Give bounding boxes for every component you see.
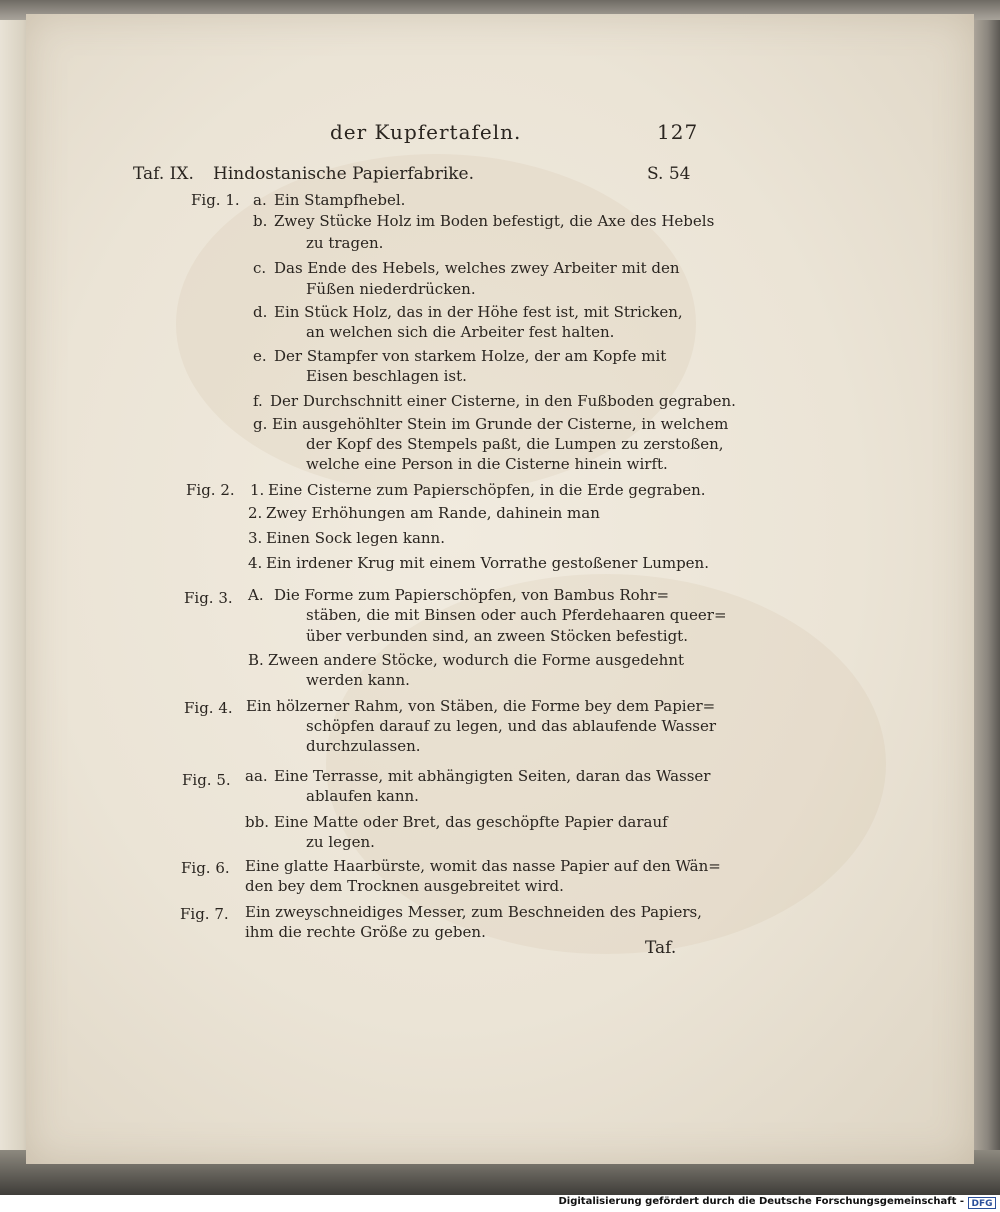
item-key: c. [253,259,267,277]
item-text: Zwey Stücke Holz im Boden befestigt, die Axe des Hebels [274,212,715,230]
item-key: a. [253,191,267,209]
item-key: 1. [250,481,265,499]
item-text: Eisen beschlagen ist. [306,367,467,385]
running-head: der Kupfertafeln. [330,120,522,144]
item-text: werden kann. [306,671,410,689]
item-key: 4. [248,554,263,572]
figure-label: Fig. 4. [184,699,233,717]
item-key: bb. [245,813,269,831]
item-key: B. [248,651,264,669]
item-key: f. [253,392,263,410]
item-text: den bey dem Trocknen ausgebreitet wird. [245,877,564,895]
item-key: 2. [248,504,263,522]
figure-label: Fig. 5. [182,771,231,789]
plate-label: Taf. IX. [133,164,194,184]
item-key: b. [253,212,268,230]
item-text: Ein irdener Krug mit einem Vorrathe gestoßener Lumpen. [266,554,709,572]
item-text: Ein ausgehöhlter Stein im Grunde der Cisterne, in welchem [272,415,729,433]
item-text: Ein Stück Holz, das in der Höhe fest ist, mit Stricken, [274,303,683,321]
item-text: der Kopf des Stempels paßt, die Lumpen zu zerstoßen, [306,435,724,453]
item-key: d. [253,303,268,321]
catchword: Taf. [645,938,677,958]
figure-label: Fig. 2. [186,481,235,499]
item-text: Zwey Erhöhungen am Rande, dahinein man [266,504,600,522]
digitization-footer [0,1195,1000,1212]
item-text: Die Forme zum Papierschöpfen, von Bambus Rohr= [274,586,670,604]
item-text: Ein hölzerner Rahm, von Stäben, die Forme bey dem Papier= [246,697,716,715]
item-text: Das Ende des Hebels, welches zwey Arbeiter mit den [274,259,680,277]
item-text: Eine Terrasse, mit abhängigten Seiten, daran das Wasser [274,767,711,785]
dfg-logo-icon: DFG [968,1197,996,1209]
item-text: Einen Sock legen kann. [266,529,445,547]
item-key: g. [253,415,268,433]
item-text: Eine Matte oder Bret, das geschöpfte Papier darauf [274,813,668,831]
item-text: zu legen. [306,833,375,851]
item-key: e. [253,347,267,365]
item-text: stäben, die mit Binsen oder auch Pferdehaaren queer= [306,606,727,624]
item-text: Ein zweyschneidiges Messer, zum Beschneiden des Papiers, [245,903,702,921]
item-text: durchzulassen. [306,737,421,755]
item-text: Eine glatte Haarbürste, womit das nasse Papier auf den Wän= [245,857,721,875]
item-key: aa. [245,767,268,785]
item-text: ablaufen kann. [306,787,419,805]
item-text: Der Stampfer von starkem Holze, der am Kopfe mit [274,347,667,365]
plate-title: Hindostanische Papierfabrike. [213,164,475,184]
item-key: 3. [248,529,263,547]
item-text: an welchen sich die Arbeiter fest halten. [306,323,615,341]
item-text: ihm die rechte Größe zu geben. [245,923,486,941]
item-text: zu tragen. [306,234,384,252]
item-text: Zween andere Stöcke, wodurch die Forme ausgedehnt [268,651,685,669]
item-text: Ein Stampfhebel. [274,191,406,209]
figure-label: Fig. 3. [184,589,233,607]
item-text: schöpfen darauf zu legen, und das ablaufende Wasser [306,717,717,735]
item-text: Der Durchschnitt einer Cisterne, in den Fußboden gegraben. [270,392,736,410]
page-number: 127 [657,120,699,144]
figure-label: Fig. 6. [181,859,230,877]
plate-page-ref: S. 54 [647,164,691,184]
item-text: Eine Cisterne zum Papierschöpfen, in die Erde gegraben. [268,481,706,499]
digitization-credit: Digitalisierung gefördert durch die Deutsche Forschungsgemeinschaft - [558,1196,964,1207]
figure-label: Fig. 7. [180,905,229,923]
item-text: Füßen niederdrücken. [306,280,476,298]
item-text: welche eine Person in die Cisterne hinein wirft. [306,455,668,473]
item-text: über verbunden sind, an zween Stöcken befestigt. [306,627,688,645]
figure-label: Fig. 1. [191,191,240,209]
item-key: A. [248,586,264,604]
